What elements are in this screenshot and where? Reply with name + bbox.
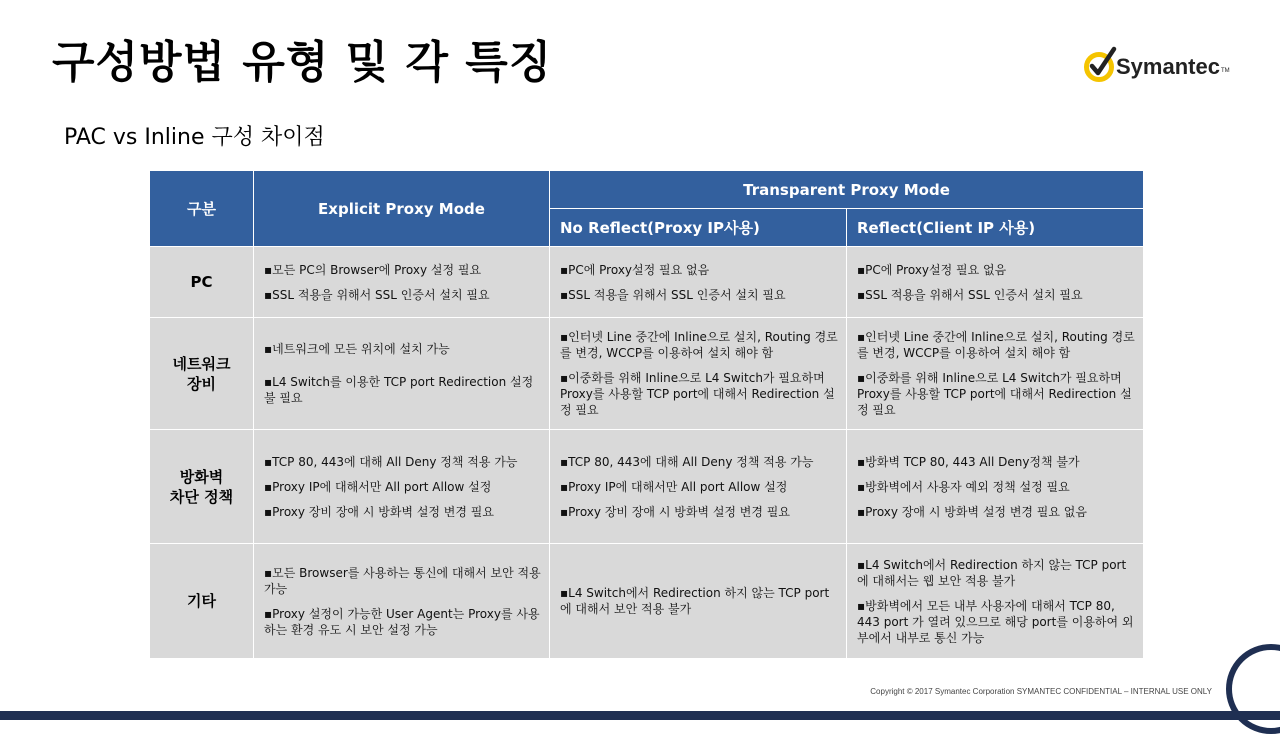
cell-no-reflect-network: ▪인터넷 Line 중간에 Inline으로 설치, Routing 경로를 변경, WCCP를 이용하여 설치 해야 함 ▪이중화를 위해 Inline으로 L4 Switch가 필요하며 Proxy를 사용할 TCP port에 대해서 Redirection 설정 필요	[550, 318, 847, 430]
cell-reflect-pc: ▪PC에 Proxy설정 필요 없음 ▪SSL 적용을 위해서 SSL 인증서 설치 필요	[847, 247, 1144, 318]
decorative-ring	[1226, 644, 1280, 734]
cell-explicit-etc: ▪모든 Browser를 사용하는 통신에 대해서 보안 적용 가능 ▪Proxy 설정이 가능한 User Agent는 Proxy를 사용하는 환경 유도 시 보안 설정 가능	[254, 544, 550, 659]
comparison-table	[149, 170, 1144, 659]
copyright-footer: Copyright © 2017 Symantec Corporation SYMANTEC CONFIDENTIAL – INTERNAL USE ONLY	[870, 687, 1212, 696]
table-row	[150, 318, 1144, 430]
slide-subtitle: PAC vs Inline 구성 차이점	[64, 125, 325, 150]
slide-title: 구성방법 유형 및 각 특징	[52, 37, 553, 88]
cell-explicit-network: ▪네트워크에 모든 위치에 설치 가능 ▪L4 Switch를 이용한 TCP port Redirection 설정 불 필요	[254, 318, 550, 430]
cell-no-reflect-pc: ▪PC에 Proxy설정 필요 없음 ▪SSL 적용을 위해서 SSL 인증서 설치 필요	[550, 247, 847, 318]
table-row	[150, 544, 1144, 659]
cell-no-reflect-firewall: ▪TCP 80, 443에 대해 All Deny 정책 적용 가능 ▪Proxy IP에 대해서만 All port Allow 설정 ▪Proxy 장비 장애 시 방화벽 설정 변경 필요	[550, 430, 847, 544]
bottom-bar	[0, 711, 1280, 720]
header-category: 구분	[150, 171, 254, 247]
cell-reflect-etc: ▪L4 Switch에서 Redirection 하지 않는 TCP port에 대해서는 웹 보안 적용 불가 ▪방화벽에서 모든 내부 사용자에 대해서 TCP 80, 443 port 가 열려 있으므로 해당 port를 이용하여 외부에서 내부로 통신 가능	[847, 544, 1144, 659]
cell-explicit-pc: ▪모든 PC의 Browser에 Proxy 설정 필요 ▪SSL 적용을 위해서 SSL 인증서 설치 필요	[254, 247, 550, 318]
header-transparent: Transparent Proxy Mode	[550, 171, 1144, 209]
header-explicit: Explicit Proxy Mode	[254, 171, 550, 247]
table-row	[150, 430, 1144, 544]
row-label-network: 네트워크 장비	[150, 318, 254, 430]
cell-reflect-firewall: ▪방화벽 TCP 80, 443 All Deny정책 불가 ▪방화벽에서 사용자 예외 정책 설정 필요 ▪Proxy 장애 시 방화벽 설정 변경 필요 없음	[847, 430, 1144, 544]
cell-reflect-network: ▪인터넷 Line 중간에 Inline으로 설치, Routing 경로를 변경, WCCP를 이용하여 설치 해야 함 ▪이중화를 위해 Inline으로 L4 Switch가 필요하며 Proxy를 사용할 TCP port에 대해서 Redirection 설정 필요	[847, 318, 1144, 430]
checkmark-logo-icon	[1084, 46, 1118, 82]
logo-trademark: TM	[1221, 68, 1230, 74]
cell-explicit-firewall: ▪TCP 80, 443에 대해 All Deny 정책 적용 가능 ▪Proxy IP에 대해서만 All port Allow 설정 ▪Proxy 장비 장애 시 방화벽 설정 변경 필요	[254, 430, 550, 544]
row-label-pc: PC	[150, 247, 254, 318]
symantec-logo	[1084, 46, 1234, 86]
cell-no-reflect-etc: ▪L4 Switch에서 Redirection 하지 않는 TCP port에 대해서 보안 적용 불가	[550, 544, 847, 659]
logo-wordmark: Symantec	[1116, 54, 1220, 79]
table-row	[150, 247, 1144, 318]
header-reflect: Reflect(Client IP 사용)	[847, 209, 1144, 247]
header-no-reflect: No Reflect(Proxy IP사용)	[550, 209, 847, 247]
row-label-etc: 기타	[150, 544, 254, 659]
row-label-firewall: 방화벽 차단 정책	[150, 430, 254, 544]
